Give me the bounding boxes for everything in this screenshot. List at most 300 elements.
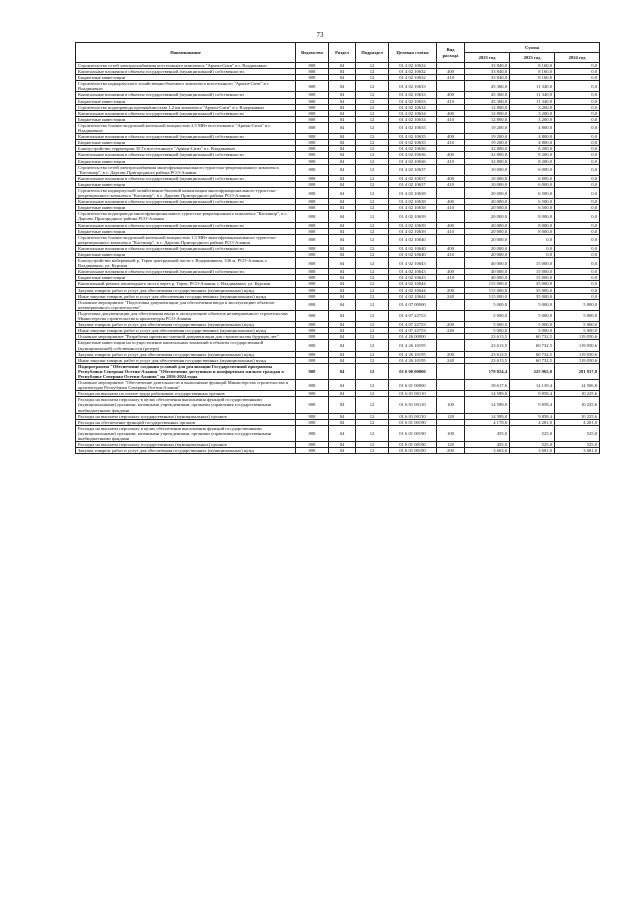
header-year-2024: 2024 год: [555, 53, 600, 63]
header-year-2023-b: 2023 год: [510, 53, 555, 63]
cell-target: 01 6 01 00110: [389, 413, 437, 419]
cell-a: 40 000,0: [465, 269, 510, 275]
cell-name: Капитальные вложения в объекты государственной (муниципальной) собственности: [76, 92, 296, 98]
cell-ministry: 808: [296, 116, 329, 122]
cell-subsection: 12: [356, 357, 389, 363]
cell-c: 0,0: [555, 252, 600, 258]
cell-b: 5 000,0: [510, 299, 555, 310]
cell-ministry: 808: [296, 310, 329, 321]
cell-name: Капитальные вложения в объекты государственной (муниципальной) собственности: [76, 110, 296, 116]
cell-name: Основное мероприятие "Обеспечение деятельности и выполнение функций Министерства строительства и архитектуры Республики Северная Осетия-Алания": [76, 380, 296, 391]
cell-target: 01 6 01 00110: [389, 391, 437, 397]
cell-section: 04: [329, 234, 356, 245]
table-row: [76, 299, 600, 310]
cell-c: 0,0: [555, 152, 600, 158]
cell-a: 40 000,0: [465, 258, 510, 269]
cell-expense: 400: [437, 245, 465, 251]
cell-b: 6 000,0: [510, 175, 555, 181]
cell-expense: [437, 234, 465, 245]
cell-target: 01 6 01 00190: [389, 448, 437, 454]
cell-expense: 410: [437, 140, 465, 146]
cell-a: 14 589,0: [465, 397, 510, 413]
header-name: Наименование: [76, 43, 296, 63]
cell-target: 01 4 02 10633: [389, 81, 437, 92]
cell-section: 04: [329, 293, 356, 299]
cell-target: 01 4 02 10637: [389, 175, 437, 181]
cell-expense: [437, 310, 465, 321]
cell-a: 23 613,5: [465, 357, 510, 363]
cell-a: 115 000,0: [465, 281, 510, 287]
cell-section: 04: [329, 281, 356, 287]
cell-a: 23 613,5: [465, 351, 510, 357]
cell-a: 5 000,0: [465, 299, 510, 310]
cell-c: 5 000,0: [555, 299, 600, 310]
cell-c: 0,0: [555, 98, 600, 104]
cell-subsection: 12: [356, 140, 389, 146]
cell-subsection: 12: [356, 363, 389, 379]
cell-subsection: 12: [356, 310, 389, 321]
cell-name: Расходы на обеспечение функций государственных органов: [76, 419, 296, 425]
cell-c: 0,0: [555, 92, 600, 98]
cell-c: 4 281,0: [555, 419, 600, 425]
cell-name: Строительство водопровода многофункционального туристско-рекреационного комплекса "Кастинор", в с. Даргавс Пригородного района РСО-Алания: [76, 211, 296, 222]
cell-c: 119 050,6: [555, 334, 600, 340]
cell-subsection: 12: [356, 287, 389, 293]
cell-expense: 240: [437, 357, 465, 363]
cell-c: 0,0: [555, 222, 600, 228]
header-subsection: Подраздел: [356, 43, 389, 63]
cell-a: 3 663,6: [465, 448, 510, 454]
cell-ministry: 808: [296, 164, 329, 175]
cell-b: 8 000,0: [510, 211, 555, 222]
cell-section: 04: [329, 75, 356, 81]
cell-target: 01 4 02 10638: [389, 187, 437, 198]
cell-expense: 100: [437, 425, 465, 441]
cell-name: Основное мероприятие "Подготовка документации для обеспечения ввода в эксплуатацию объектов незавершенного строительства": [76, 299, 296, 310]
cell-a: 5 000,0: [465, 328, 510, 334]
cell-expense: [437, 187, 465, 198]
cell-a: 12 800,0: [465, 104, 510, 110]
cell-subsection: 12: [356, 281, 389, 287]
cell-subsection: 12: [356, 205, 389, 211]
cell-expense: 410: [437, 228, 465, 234]
cell-c: 0,0: [555, 164, 600, 175]
table-row: [76, 234, 600, 245]
cell-name: Закупка товаров, работ и услуг для обеспечения государственных (муниципальных) нужд: [76, 448, 296, 454]
cell-subsection: 12: [356, 442, 389, 448]
cell-section: 04: [329, 419, 356, 425]
cell-ministry: 808: [296, 328, 329, 334]
cell-b: 4 800,0: [510, 122, 555, 133]
cell-c: 0,0: [555, 275, 600, 281]
cell-target: 01 4 02 10638: [389, 199, 437, 205]
header-year-2023: 2023 год: [465, 53, 510, 63]
cell-target: 01 4 02 10639: [389, 228, 437, 234]
cell-expense: [437, 299, 465, 310]
cell-c: 0,0: [555, 158, 600, 164]
cell-subsection: 12: [356, 122, 389, 133]
cell-target: 01 4 02 10644: [389, 293, 437, 299]
cell-ministry: 808: [296, 413, 329, 419]
cell-expense: 400: [437, 199, 465, 205]
cell-target: 01 4 02 10636: [389, 146, 437, 152]
cell-c: 0,0: [555, 187, 600, 198]
cell-ministry: 808: [296, 140, 329, 146]
cell-subsection: 12: [356, 334, 389, 340]
cell-subsection: 12: [356, 299, 389, 310]
cell-name: Капитальные вложения в объекты государственной (муниципальной) собственности: [76, 245, 296, 251]
cell-c: 10 225,6: [555, 397, 600, 413]
cell-expense: [437, 380, 465, 391]
cell-section: 04: [329, 448, 356, 454]
cell-name: Капитальные вложения в объекты государственной (муниципальной) собственности: [76, 222, 296, 228]
cell-section: 04: [329, 146, 356, 152]
table-row: [76, 122, 600, 133]
cell-ministry: 808: [296, 299, 329, 310]
cell-a: 5 000,0: [465, 322, 510, 328]
cell-ministry: 808: [296, 158, 329, 164]
cell-target: 01 4 02 10639: [389, 222, 437, 228]
cell-expense: 400: [437, 110, 465, 116]
cell-c: 0,0: [555, 140, 600, 146]
cell-name: Бюджетные инвестиции: [76, 205, 296, 211]
cell-ministry: 808: [296, 211, 329, 222]
cell-subsection: 12: [356, 328, 389, 334]
cell-b: 0,0: [510, 234, 555, 245]
cell-target: 01 4 02 10634: [389, 104, 437, 110]
cell-section: 04: [329, 140, 356, 146]
cell-subsection: 12: [356, 164, 389, 175]
cell-c: 0,0: [555, 104, 600, 110]
cell-b: 6 500,0: [510, 205, 555, 211]
cell-target: 01 4 26 10195: [389, 351, 437, 357]
cell-section: 04: [329, 442, 356, 448]
cell-target: 01 4 26 00000: [389, 334, 437, 340]
cell-name: Бюджетные инвестиции: [76, 75, 296, 81]
cell-name: Бюджетные инвестиции: [76, 181, 296, 187]
cell-section: 04: [329, 63, 356, 69]
cell-c: 0,0: [555, 269, 600, 275]
cell-a: 12 800,0: [465, 116, 510, 122]
cell-section: 04: [329, 181, 356, 187]
cell-expense: 200: [437, 322, 465, 328]
cell-b: 3 200,0: [510, 110, 555, 116]
cell-expense: 410: [437, 252, 465, 258]
cell-ministry: 808: [296, 110, 329, 116]
cell-c: 0,0: [555, 146, 600, 152]
cell-c: 3 681,0: [555, 448, 600, 454]
cell-c: 281 917,8: [555, 363, 600, 379]
cell-expense: 240: [437, 293, 465, 299]
cell-c: 525,0: [555, 425, 600, 441]
cell-name: Благоустройство территории 35 Га всесезонного "Армхи-Сити" в г. Владикавказ: [76, 146, 296, 152]
cell-expense: 410: [437, 116, 465, 122]
cell-name: Строительство водопровода протяжённостью 1,2 км комплекса "Армхи-Сити" в г. Владикавказ: [76, 104, 296, 110]
cell-c: 0,0: [555, 234, 600, 245]
cell-b: 9 858,4: [510, 391, 555, 397]
cell-subsection: 12: [356, 69, 389, 75]
cell-name: Закупка товаров, работ и услуг для обеспечения государственных (муниципальных) нужд: [76, 351, 296, 357]
cell-name: Основное мероприятие "Разработка проектно-сметной документации для строительства будущих лет": [76, 334, 296, 340]
cell-a: 23 613,5: [465, 334, 510, 340]
cell-name: Подпрограмма "Обеспечение создания условий для реализации Государственной программы Республики Северная Осетия-Алания "Обеспечение доступным и комфортным жильем граждан в Республике Северная Осетия-Алания" на 2016-2024 годы: [76, 363, 296, 379]
table-row: [76, 448, 600, 454]
cell-expense: 240: [437, 328, 465, 334]
cell-section: 04: [329, 122, 356, 133]
header-target: Целевая статья: [389, 43, 437, 63]
cell-section: 04: [329, 222, 356, 228]
cell-name: Капитальные вложения в объекты государственной (муниципальной) собственности: [76, 69, 296, 75]
cell-c: 0,0: [555, 75, 600, 81]
cell-target: 01 6 00 00000: [389, 363, 437, 379]
cell-c: 0,0: [555, 116, 600, 122]
table-row: [76, 363, 600, 379]
cell-ministry: 808: [296, 222, 329, 228]
cell-ministry: 808: [296, 134, 329, 140]
cell-ministry: 808: [296, 275, 329, 281]
cell-subsection: 12: [356, 425, 389, 441]
cell-section: 04: [329, 391, 356, 397]
cell-b: 60 732,5: [510, 357, 555, 363]
table-row: [76, 211, 600, 222]
cell-section: 04: [329, 98, 356, 104]
cell-ministry: 808: [296, 234, 329, 245]
cell-expense: 400: [437, 69, 465, 75]
cell-b: 8 200,0: [510, 146, 555, 152]
cell-c: 0,0: [555, 258, 600, 269]
cell-subsection: 12: [356, 258, 389, 269]
cell-section: 04: [329, 164, 356, 175]
cell-b: 8 160,0: [510, 63, 555, 69]
cell-expense: [437, 363, 465, 379]
cell-section: 04: [329, 69, 356, 75]
page-number: 73: [316, 31, 324, 39]
cell-subsection: 12: [356, 413, 389, 419]
header-sum: Сумма: [465, 43, 600, 53]
cell-a: 12 800,0: [465, 110, 510, 116]
cell-section: 04: [329, 269, 356, 275]
cell-subsection: 12: [356, 234, 389, 245]
cell-subsection: 12: [356, 269, 389, 275]
cell-name: Расходы на выплаты персоналу государственных (муниципальных) органов: [76, 413, 296, 419]
cell-b: 8 200,0: [510, 152, 555, 158]
cell-b: 6 500,0: [510, 199, 555, 205]
cell-ministry: 808: [296, 245, 329, 251]
cell-ministry: 808: [296, 380, 329, 391]
cell-expense: 400: [437, 152, 465, 158]
cell-subsection: 12: [356, 63, 389, 69]
cell-subsection: 12: [356, 175, 389, 181]
cell-ministry: 808: [296, 397, 329, 413]
cell-target: 01 4 02 10637: [389, 181, 437, 187]
cell-ministry: 808: [296, 425, 329, 441]
cell-target: 01 4 02 10632: [389, 75, 437, 81]
cell-ministry: 808: [296, 448, 329, 454]
cell-b: 8 000,0: [510, 222, 555, 228]
cell-name: Строительство надкорпусного хозяйственно-бытового комплекса всесезонного "Армхи-Сити" в г. Владикавказ: [76, 81, 296, 92]
cell-section: 04: [329, 228, 356, 234]
cell-subsection: 12: [356, 104, 389, 110]
cell-subsection: 12: [356, 275, 389, 281]
cell-target: 01 4 02 10637: [389, 164, 437, 175]
cell-ministry: 808: [296, 92, 329, 98]
cell-target: 01 4 02 10636: [389, 158, 437, 164]
cell-ministry: 808: [296, 322, 329, 328]
cell-name: Строительство сетей электроснабжения многофункционального туристско-рекреационного комплекса "Кастинор", в с. Даргавс Пригородного района РСО-Алания: [76, 164, 296, 175]
cell-a: 10 000,0: [465, 181, 510, 187]
cell-b: 15 000,0: [510, 275, 555, 281]
cell-ministry: 808: [296, 75, 329, 81]
cell-target: 01 4 02 10635: [389, 140, 437, 146]
cell-section: 04: [329, 152, 356, 158]
table-row: [76, 81, 600, 92]
cell-expense: 410: [437, 158, 465, 164]
cell-b: 8 160,0: [510, 75, 555, 81]
cell-ministry: 808: [296, 175, 329, 181]
cell-b: 8 160,0: [510, 69, 555, 75]
cell-subsection: 12: [356, 245, 389, 251]
cell-a: 10 000,0: [465, 175, 510, 181]
cell-name: Расходы на выплаты персоналу в целях обеспечения выполнения функций государственными (муниципальными) органами, казенными учреждениями, органами управления государственными внебюджетными фондами: [76, 397, 296, 413]
header-section: Раздел: [329, 43, 356, 63]
cell-c: 0,0: [555, 69, 600, 75]
table-row: [76, 380, 600, 391]
cell-ministry: 808: [296, 351, 329, 357]
cell-b: 8 000,0: [510, 228, 555, 234]
cell-a: 20 000,0: [465, 205, 510, 211]
cell-target: 01 4 07 00000: [389, 299, 437, 310]
cell-expense: 410: [437, 181, 465, 187]
cell-expense: 100: [437, 397, 465, 413]
cell-b: 6 500,0: [510, 187, 555, 198]
cell-ministry: 808: [296, 419, 329, 425]
cell-c: 5 000,0: [555, 310, 600, 321]
table-header: [76, 43, 600, 63]
cell-ministry: 808: [296, 252, 329, 258]
cell-ministry: 808: [296, 287, 329, 293]
cell-section: 04: [329, 158, 356, 164]
cell-target: 01 6 01 00110: [389, 397, 437, 413]
cell-name: Бюджетные инвестиции: [76, 116, 296, 122]
cell-b: 225 965,0: [510, 363, 555, 379]
cell-c: 5 000,0: [555, 328, 600, 334]
cell-expense: 200: [437, 448, 465, 454]
cell-a: 455,0: [465, 425, 510, 441]
cell-b: 11 340,0: [510, 98, 555, 104]
cell-c: 14 506,8: [555, 380, 600, 391]
cell-expense: [437, 122, 465, 133]
table-body: [76, 63, 600, 454]
cell-section: 04: [329, 275, 356, 281]
cell-c: 0,0: [555, 211, 600, 222]
cell-a: 33 840,0: [465, 63, 510, 69]
cell-c: 0,0: [555, 81, 600, 92]
cell-ministry: 808: [296, 357, 329, 363]
cell-a: 14 589,0: [465, 391, 510, 397]
cell-name: Капитальные вложения в объекты государственной (муниципальной) собственности: [76, 199, 296, 205]
cell-ministry: 808: [296, 205, 329, 211]
cell-b: 60 732,5: [510, 351, 555, 357]
cell-ministry: 808: [296, 281, 329, 287]
cell-subsection: 12: [356, 110, 389, 116]
cell-target: 01 4 02 10644: [389, 281, 437, 287]
cell-target: 01 4 07 22753: [389, 310, 437, 321]
cell-section: 04: [329, 211, 356, 222]
cell-b: 4 800,0: [510, 140, 555, 146]
cell-section: 04: [329, 397, 356, 413]
cell-name: Расходы на выплаты персоналу в целях обеспечения выполнения функций государственными (муниципальными) органами, казенными учреждениями, органами управления государственными внебюджетными фондами: [76, 425, 296, 441]
cell-c: 0,0: [555, 63, 600, 69]
cell-section: 04: [329, 104, 356, 110]
cell-ministry: 808: [296, 293, 329, 299]
cell-c: 0,0: [555, 293, 600, 299]
cell-a: 20 000,0: [465, 222, 510, 228]
cell-b: 60 732,5: [510, 334, 555, 340]
cell-target: 01 6 01 00190: [389, 425, 437, 441]
cell-expense: 120: [437, 413, 465, 419]
cell-c: 10 225,6: [555, 391, 600, 397]
cell-section: 04: [329, 340, 356, 351]
cell-c: 0,0: [555, 199, 600, 205]
cell-a: 32 800,0: [465, 158, 510, 164]
cell-name: Иные закупки товаров, работ и услуг для обеспечения государственных (муниципальных) нужд: [76, 293, 296, 299]
cell-section: 04: [329, 322, 356, 328]
cell-b: 35 000,0: [510, 281, 555, 287]
cell-a: 20 000,0: [465, 252, 510, 258]
cell-subsection: 12: [356, 340, 389, 351]
cell-subsection: 12: [356, 397, 389, 413]
cell-a: 32 800,0: [465, 152, 510, 158]
cell-a: 19 200,0: [465, 140, 510, 146]
cell-b: 3 200,0: [510, 104, 555, 110]
cell-target: 01 4 02 10636: [389, 152, 437, 158]
cell-ministry: 808: [296, 228, 329, 234]
cell-expense: [437, 340, 465, 351]
table-row: [76, 397, 600, 413]
cell-c: 5 000,0: [555, 322, 600, 328]
table-row: [76, 164, 600, 175]
cell-name: Бюджетные инвестиции на осуществление капитальных вложений в объекты государственной (муниципальной) собственности (резерв): [76, 340, 296, 351]
cell-subsection: 12: [356, 448, 389, 454]
cell-expense: [437, 164, 465, 175]
cell-subsection: 12: [356, 380, 389, 391]
cell-a: 45 360,0: [465, 92, 510, 98]
cell-ministry: 808: [296, 63, 329, 69]
cell-name: Подготовка документации для обеспечения ввода в эксплуатацию объектов незавершенного строительства Министерства строительства и архитектуры РСО-Алания: [76, 310, 296, 321]
cell-b: 525,0: [510, 425, 555, 441]
cell-ministry: 808: [296, 340, 329, 351]
cell-target: 01 4 02 10633: [389, 98, 437, 104]
cell-a: 40 000,0: [465, 275, 510, 281]
cell-section: 04: [329, 245, 356, 251]
cell-subsection: 12: [356, 391, 389, 397]
cell-subsection: 12: [356, 75, 389, 81]
cell-c: 0,0: [555, 181, 600, 187]
cell-a: 20 000,0: [465, 234, 510, 245]
cell-a: 33 840,0: [465, 69, 510, 75]
cell-ministry: 808: [296, 181, 329, 187]
cell-target: 01 4 02 10640: [389, 234, 437, 245]
cell-section: 04: [329, 363, 356, 379]
cell-a: 32 800,0: [465, 146, 510, 152]
cell-b: 3 200,0: [510, 116, 555, 122]
cell-name: Капитальные вложения в объекты государственной (муниципальной) собственности: [76, 269, 296, 275]
cell-section: 04: [329, 175, 356, 181]
cell-expense: 120: [437, 442, 465, 448]
cell-a: 20 000,0: [465, 245, 510, 251]
cell-ministry: 808: [296, 104, 329, 110]
cell-a: 14 589,0: [465, 413, 510, 419]
